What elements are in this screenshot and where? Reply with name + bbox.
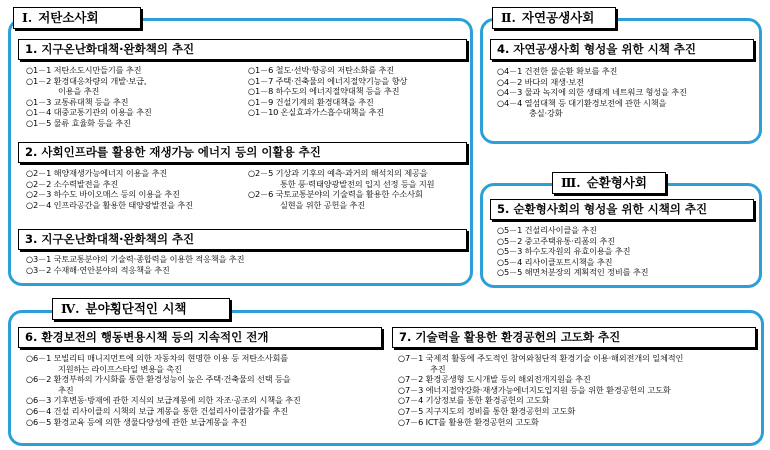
region-tab-nature-symbiosis-society (492, 7, 616, 29)
tab-numeral: Ⅳ. (61, 301, 80, 316)
tab-title: 자연공생사회 (521, 10, 595, 25)
list-item: ○5－2 중고주택유통·리폼의 추진 (497, 235, 615, 246)
section-3-items (26, 254, 244, 275)
list-item: ○7－6 ICT를 활용한 환경공헌의 고도화 (398, 416, 539, 427)
section-4-items (497, 66, 687, 119)
section-heading-5: 5. 순환형사회의 형성을 위한 시책의 추진 (490, 199, 754, 220)
list-item: ○7－5 지구지도의 정비를 통한 환경공헌의 고도화 (398, 405, 576, 416)
list-item: ○1－3 교통류대책 등을 추진 (26, 96, 129, 107)
section-heading-3: 3. 지구온난화대책·완화책의 추진 (18, 229, 467, 250)
list-item: ○1－6 철도·선박·항공의 저탄소화를 추진 (248, 65, 395, 75)
list-item: ○4－3 물과 녹지에 의한 생태계 네트워크 형성을 추진 (497, 87, 687, 98)
list-item: ○7－1 국제적 활동에 주도적인 참여와첨단적 환경기술 이용·해외전개의 일체적인 (398, 353, 684, 363)
list-item: ○1－8 하수도의 에너지절약대책 등을 추진 (248, 86, 400, 97)
list-item: ○4－4 열섬대책 등 대기환경보전에 관한 시책을 (497, 97, 667, 108)
list-item: ○2－5 기상과 기후의 예측·과거의 해석치의 제공을 (248, 168, 428, 178)
list-item: ○2－6 국토교통분야의 기술력을 활용한 수소사회 (248, 189, 423, 200)
list-item: ○1－1 저탄소도시만들기를 추진 (26, 65, 142, 75)
list-item-continuation: 이용을 추진 (58, 86, 100, 97)
list-item: ○7－4 기상정보를 통한 환경공헌의 고도화 (398, 395, 550, 406)
tab-title: 순환형사회 (586, 175, 647, 190)
region-tab-cross-sector-measures (52, 298, 230, 320)
list-item: ○6－3 기후변동·방재에 관한 지식의 보급계몽에 의한 자조·공조의 시책을 추진 (26, 395, 301, 406)
list-item: ○1－9 건설기계의 환경대책을 추진 (248, 96, 374, 107)
list-item-continuation: 통한 풍·력태양광발전의 입지 선정 등을 지원 (280, 178, 435, 189)
section-heading-7: 7. 기술력을 활용한 환경공헌의 고도화 추진 (392, 327, 756, 348)
list-item: ○4－2 바다의 재생·보전 (497, 76, 584, 87)
tab-title: 저탄소사회 (38, 10, 99, 25)
list-item-continuation: 실현을 위한 공헌을 추진 (280, 199, 365, 210)
section-heading-1: 1. 지구온난화대책·완화책의 추진 (18, 39, 467, 60)
tab-title: 분야횡단적인 시책 (85, 301, 187, 316)
list-item: ○5－5 해면처분장의 계획적인 정비를 추진 (497, 267, 649, 278)
region-tab-low-carbon-society (13, 7, 141, 29)
list-item: ○4－1 건전한 물순환 확보를 추진 (497, 66, 618, 76)
list-item: ○6－2 환경부하의 가시화를 통한 환경성능이 높은 주택·건축물의 선택 등을 (26, 374, 291, 385)
tab-numeral: Ⅰ. (22, 10, 33, 25)
list-item: ○7－3 에너지절약강화·재생가능에너지도입지원 등을 위한 환경공헌의 고도화 (398, 384, 671, 395)
list-item: ○6－5 환경교육 등에 의한 생물다양성에 관한 보급계몽을 추진 (26, 416, 247, 427)
list-item: ○2－1 해양재생가능에너지 이용을 추진 (26, 168, 168, 178)
list-item: ○2－2 소수력발전을 추진 (26, 178, 119, 189)
list-item: ○1－4 대중교통기관의 이용을 추진 (26, 107, 152, 118)
region-tab-recycling-society (552, 172, 666, 194)
list-item-continuation: 추진 (58, 384, 74, 395)
list-item: ○5－3 하수도자원의 유효이용을 추진 (497, 246, 631, 257)
section-7-items (398, 353, 683, 427)
tab-numeral: Ⅲ. (561, 175, 581, 190)
list-item-continuation: 추진 (430, 363, 446, 374)
list-item: ○6－1 모빌리티 매니지먼트에 의한 자동차의 현명한 이용 등 저탄소사회를 (26, 353, 289, 363)
list-item-continuation: 충실·강화 (529, 108, 563, 119)
list-item: ○1－7 주택·건축물의 에너지절약기능을 향상 (248, 75, 408, 86)
section-1-items-left (26, 65, 152, 129)
section-heading-4: 4. 자연공생사회 형성을 위한 시책 추진 (490, 39, 754, 60)
list-item: ○1－5 물류 효율화 등을 추진 (26, 117, 131, 128)
list-item: ○1－10 온실효과가스흡수대책을 추진 (248, 107, 384, 118)
section-5-items (497, 225, 648, 278)
tab-numeral: Ⅱ. (501, 10, 516, 25)
section-6-items (26, 353, 301, 427)
list-item: ○2－3 하수도 바이오매스 등의 이용을 추진 (26, 189, 180, 200)
list-item: ○5－4 리사이클포트시책을 추진 (497, 256, 613, 267)
list-item: ○3－1 국토교통분야의 기술력·종합력을 이용한 적응책을 추진 (26, 254, 245, 264)
section-heading-6: 6. 환경보전의 행동변용시책 등의 지속적인 전개 (18, 327, 382, 348)
list-item: ○7－2 환경공생형 도시개발 등의 해외전개지원을 추진 (398, 374, 591, 385)
list-item-continuation: 지원하는 라이프스타일 변용을 촉진 (58, 363, 182, 374)
list-item: ○2－4 인프라공간을 활용한 태양광발전을 추진 (26, 199, 193, 210)
section-2-items-right (248, 168, 434, 210)
list-item: ○3－2 수재해·연안분야의 적응책을 추진 (26, 264, 170, 275)
list-item: ○1－2 환경대응차량의 개발·보급, (26, 75, 147, 86)
section-1-items-right (248, 65, 407, 118)
list-item: ○5－1 건설리사이클을 추진 (497, 225, 597, 235)
list-item: ○6－4 건설 리사이클의 시책의 보급 계몽을 통한 건설리사이클참가를 추진 (26, 405, 289, 416)
section-heading-2: 2. 사회인프라를 활용한 재생가능 에너지 등의 이활용 추진 (18, 142, 467, 163)
section-2-items-left (26, 168, 193, 210)
